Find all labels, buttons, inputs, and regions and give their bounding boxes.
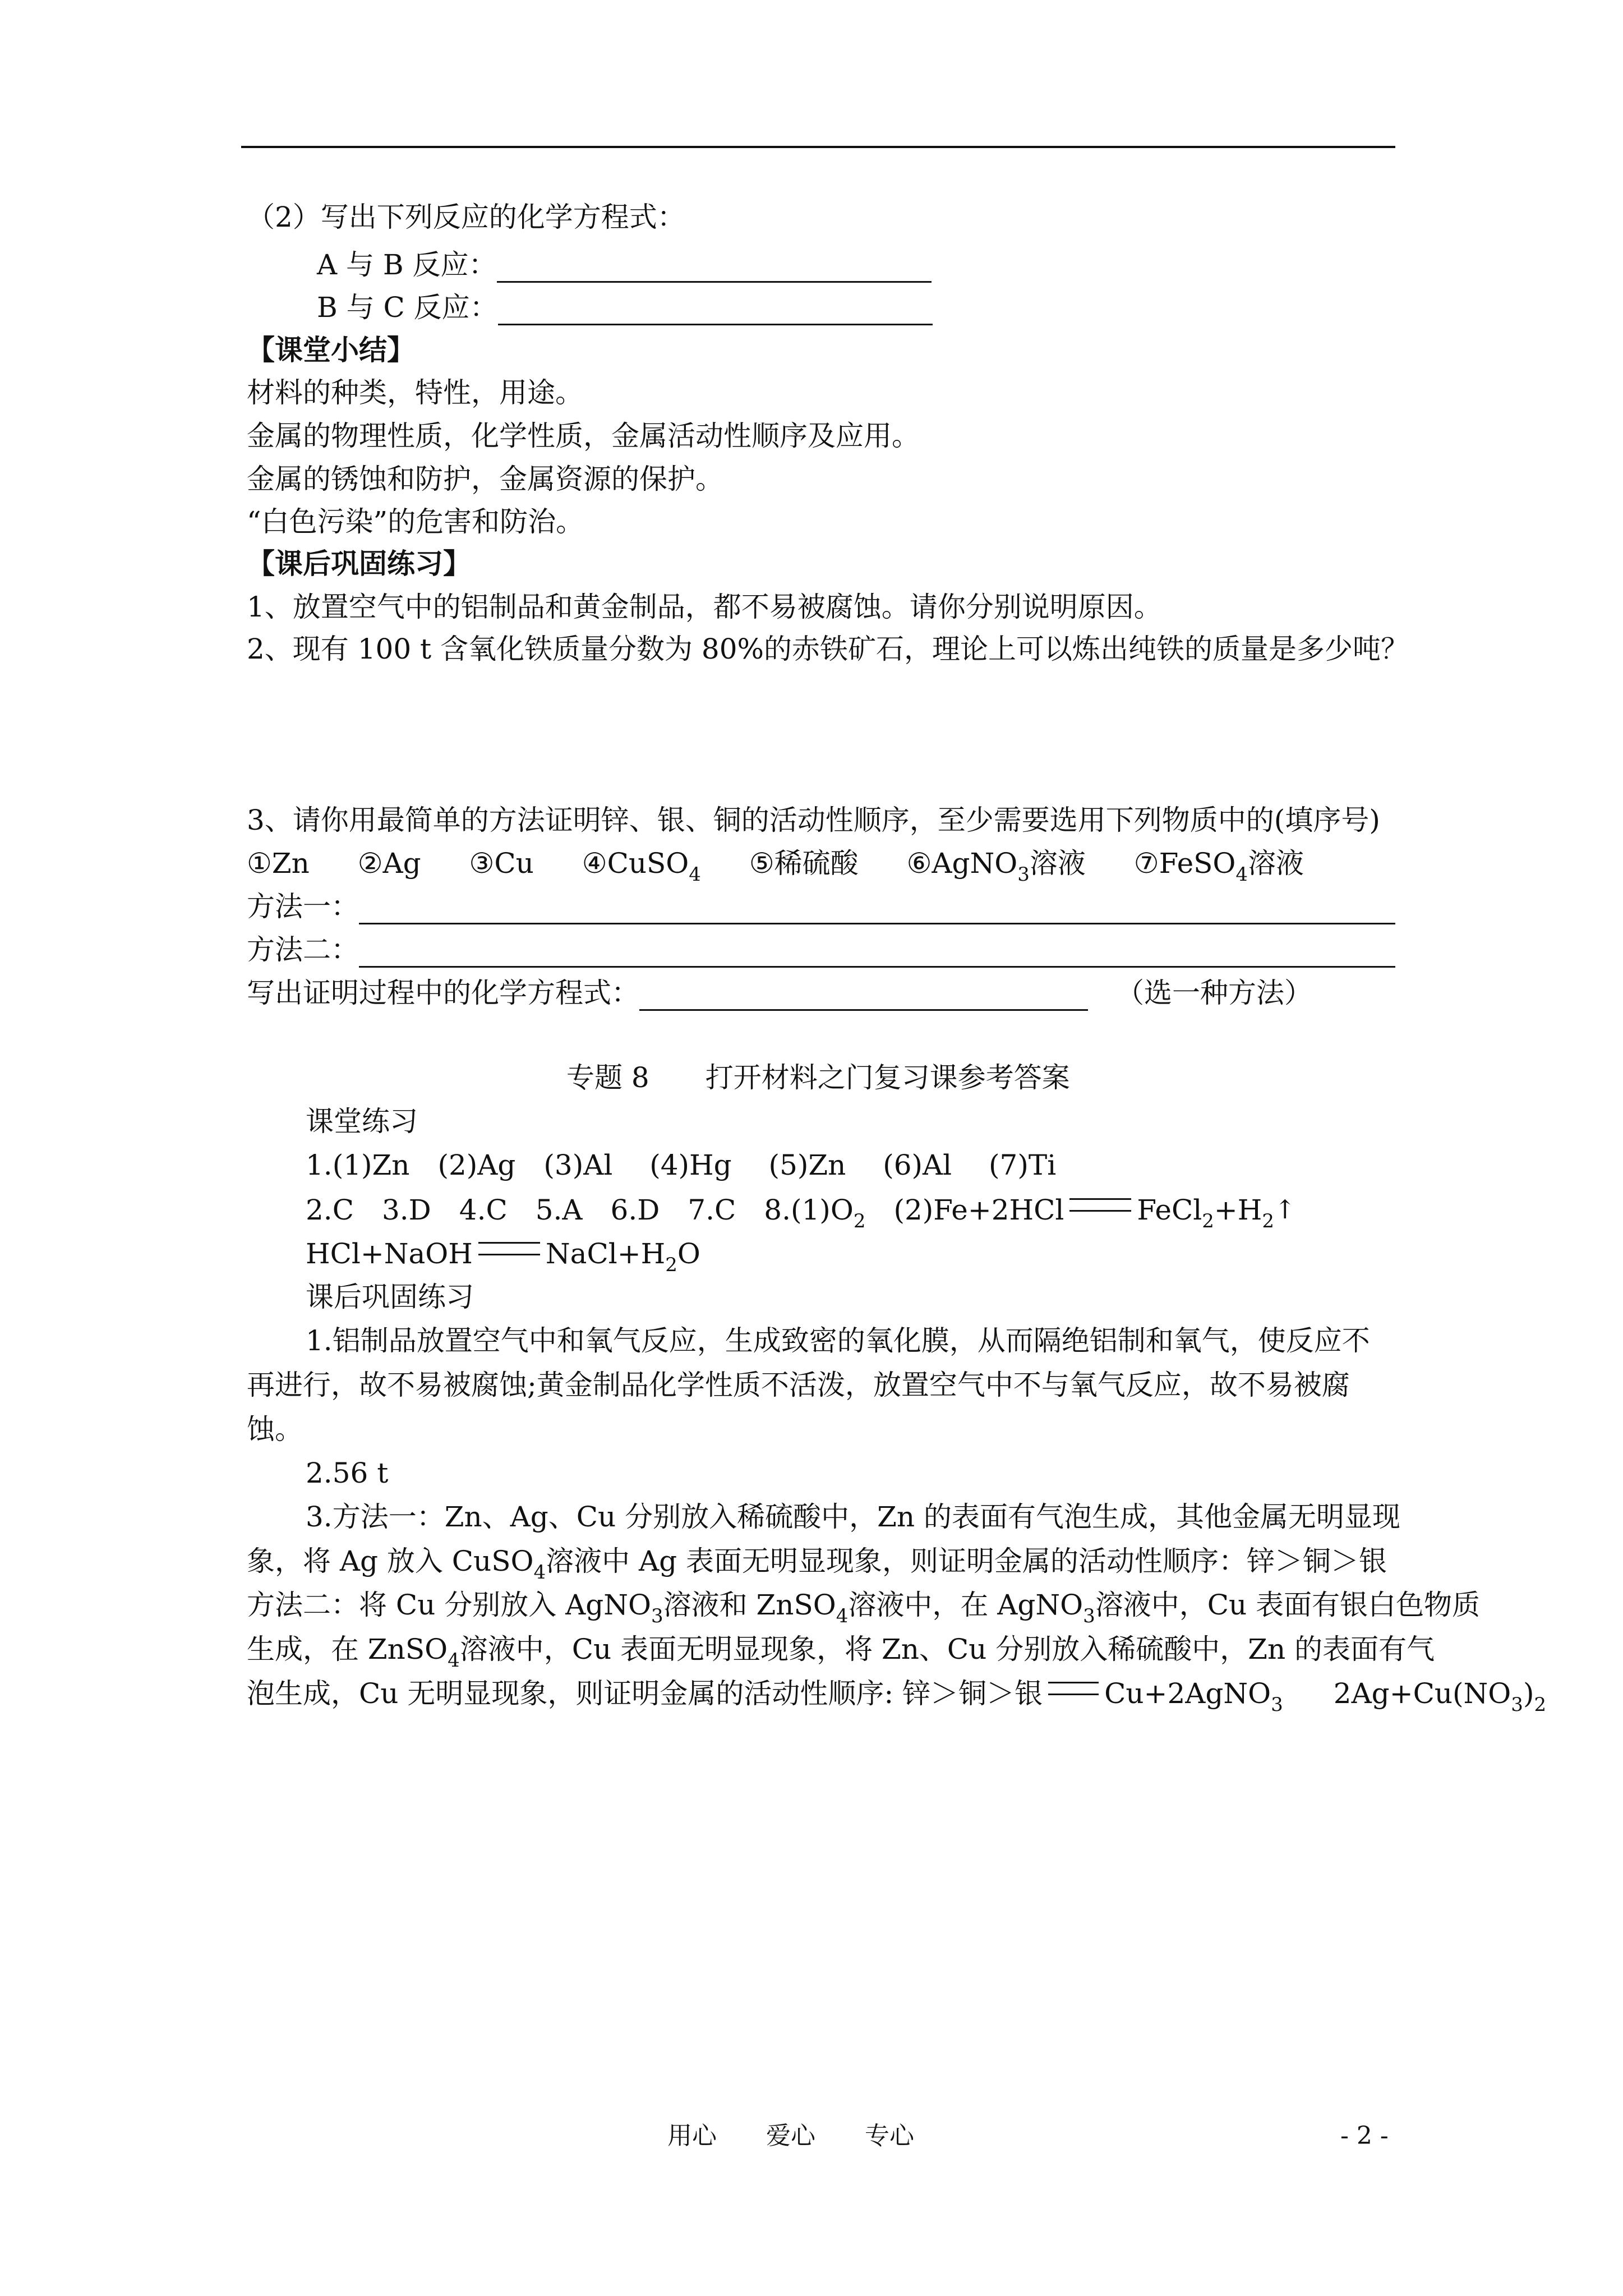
equation-line: [247, 975, 1312, 1011]
equation-note: （选一种方法）: [1116, 977, 1312, 1009]
option-agno3: ⑥AgNO: [906, 847, 1018, 880]
answer-3-line-2: 象，将 Ag 放入 CuSO$_4$溶液中 Ag 表面无明显现象，则证明金属的活动性顺序：锌＞铜＞银: [247, 1545, 1387, 1584]
homework-q1: 1、放置空气中的铝制品和黄金制品，都不易被腐蚀。请你分别说明原因。: [247, 591, 1162, 623]
q2-title: （2）写出下列反应的化学方程式：: [247, 201, 685, 233]
equation-label: 写出证明过程中的化学方程式：: [247, 977, 639, 1009]
answer-3-line-4: 生成，在 ZnSO$_4$溶液中，Cu 表面无明显现象，将 Zn、Cu 分别放入稀硫酸中，Zn 的表面有气: [247, 1633, 1435, 1672]
homework-q2: 2、现有 100 t 含氧化铁质量分数为 80%的赤铁矿石，理论上可以炼出纯铁的质量是多少吨？: [247, 633, 1409, 665]
equals-sign: [1048, 1682, 1099, 1695]
summary-item: “白色污染”的危害和防治。: [247, 505, 584, 538]
answer-3-line-1: 3.方法一：Zn、Ag、Cu 分别放入稀硫酸中，Zn 的表面有气泡生成，其他金属无明显现: [306, 1501, 1400, 1533]
q2-bc-blank[interactable]: [498, 295, 933, 325]
homework-q3-options: ①Zn ②Ag ③Cu ④CuSO$_4$ ⑤稀硫酸 ⑥AgNO$_3$溶液 ⑦FeSO$_4$溶液: [247, 847, 1304, 886]
option-cuso4: ④CuSO: [582, 847, 689, 880]
option-zn: ①Zn: [247, 847, 310, 880]
homework-heading: 【课后巩固练习】: [247, 547, 471, 580]
answer-1-line-2: 再进行，故不易被腐蚀;黄金制品化学性质不活泼，放置空气中不与氧气反应，故不易被腐: [247, 1369, 1350, 1401]
answer-1-line-3: 蚀。: [247, 1413, 303, 1446]
page-number: - 2 -: [1340, 2122, 1389, 2150]
method1-blank[interactable]: [359, 894, 1395, 924]
method1-label: 方法一：: [247, 890, 359, 923]
option-cu: ③Cu: [469, 847, 534, 880]
answer-2: 2.56 t: [306, 1457, 389, 1489]
option-ag: ②Ag: [357, 847, 421, 880]
answer-3-line-5: 泡生成，Cu 无明显现象，则证明金属的活动性顺序: 锌＞铜＞银 Cu+2AgNO$_3$ $2Ag+Cu(NO_3)_2$: [247, 1677, 1547, 1716]
header-rule: [241, 146, 1395, 148]
footer-motto: 用心 爱心 专心: [667, 2122, 914, 2150]
gas-up-arrow: ↑: [1274, 1194, 1296, 1225]
q2-bc-line: [317, 289, 933, 325]
summary-heading: 【课堂小结】: [247, 333, 415, 366]
q2-ab-label: A 与 B 反应：: [317, 249, 497, 281]
homework-q3: 3、请你用最简单的方法证明锌、银、铜的活动性顺序，至少需要选用下列物质中的(填序号): [247, 804, 1380, 836]
equals-sign: [478, 1242, 540, 1255]
equals-sign: [1069, 1198, 1131, 1212]
answer-line-3: HCl+NaOH $NaCl+H_2O$: [306, 1237, 700, 1276]
answers-title: 专题 8 打开材料之门复习课参考答案: [566, 1061, 1070, 1094]
method2-blank[interactable]: [359, 937, 1395, 968]
summary-item: 材料的种类，特性，用途。: [247, 376, 583, 409]
method2-line: [247, 932, 1395, 968]
answer-line-2: 2.C 3.D 4.C 5.A 6.D 7.C $8.(1)O_2$ (2)Fe+2HCl $FeCl_2+H_2↑$: [306, 1194, 1296, 1232]
equation-blank[interactable]: [639, 980, 1088, 1011]
class-practice-label: 课堂练习: [306, 1105, 418, 1138]
answer-line-1: 1.(1)Zn (2)Ag (3)Al (4)Hg (5)Zn (6)Al (7)Ti: [306, 1149, 1057, 1181]
summary-item: 金属的物理性质，化学性质，金属活动性顺序及应用。: [247, 420, 920, 452]
method1-line: [247, 889, 1395, 924]
q2-bc-label: B 与 C 反应：: [317, 291, 498, 324]
homework-answers-label: 课后巩固练习: [306, 1281, 474, 1313]
option-feso4: ⑦FeSO: [1133, 847, 1236, 880]
summary-item: 金属的锈蚀和防护，金属资源的保护。: [247, 463, 723, 495]
method2-label: 方法二：: [247, 933, 359, 966]
option-dilute-acid: ⑤稀硫酸: [749, 847, 859, 880]
q2-ab-line: [317, 247, 932, 283]
answer-3-line-3: 方法二：将 Cu 分别放入 AgNO$_3$溶液和 ZnSO$_4$溶液中，在 AgNO$_3$溶液中，Cu 表面有银白色物质: [247, 1589, 1481, 1627]
q2-ab-blank[interactable]: [497, 252, 932, 283]
answer-1-line-1: 1.铝制品放置空气中和氧气反应，生成致密的氧化膜，从而隔绝铝制和氧气，使反应不: [306, 1324, 1370, 1357]
